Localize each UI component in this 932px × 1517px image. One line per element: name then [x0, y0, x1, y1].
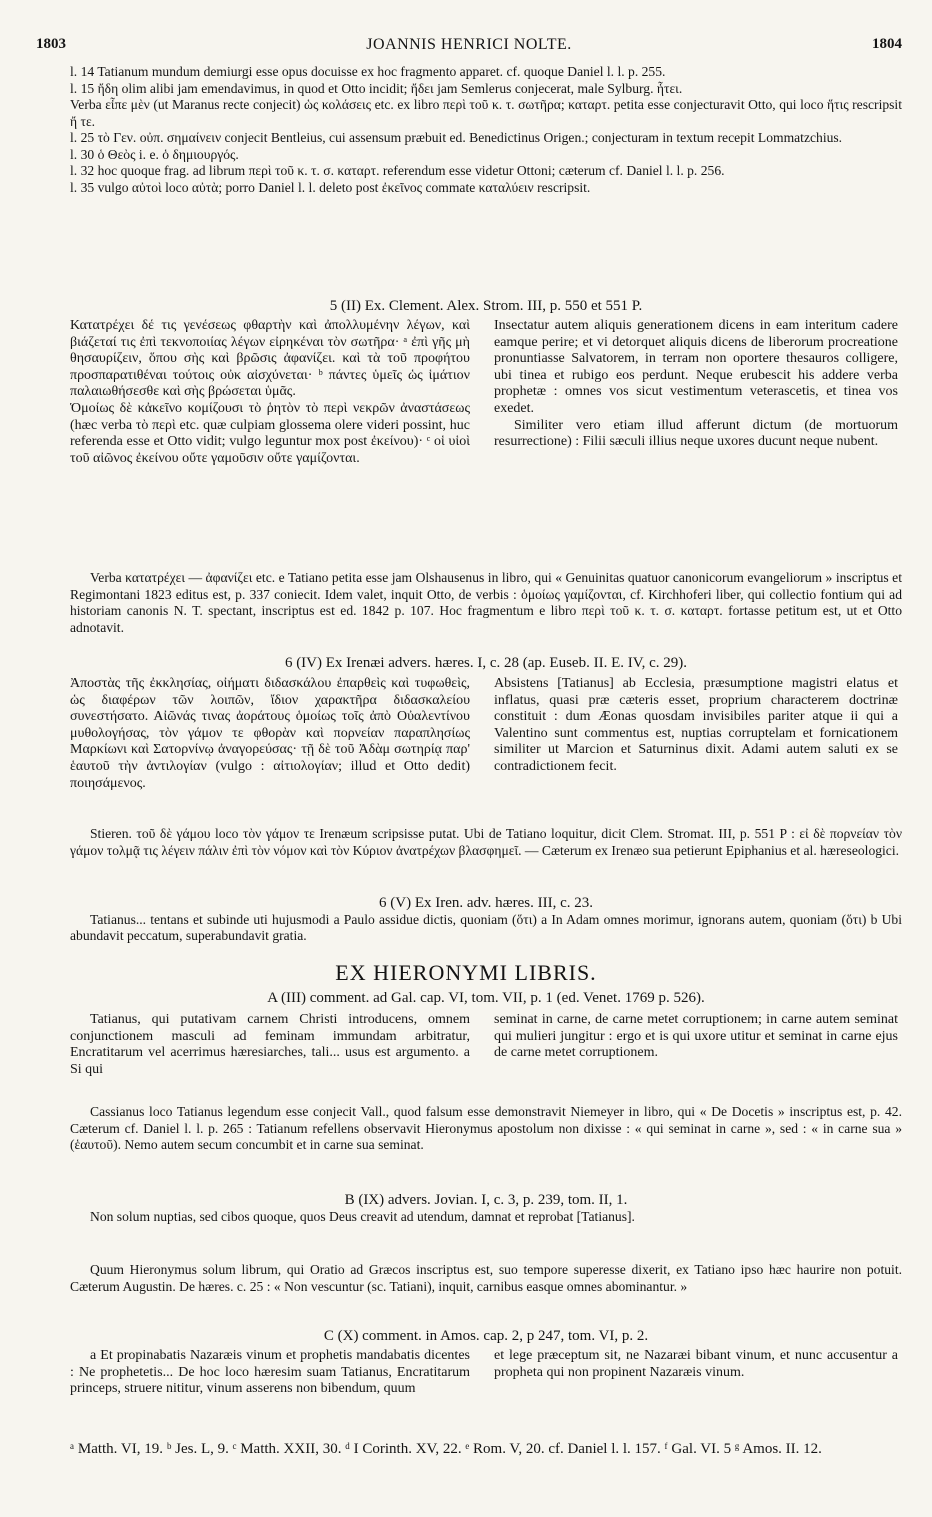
hieronymus-a-left: [70, 1012, 470, 1078]
hieronymus-a-right: [494, 1012, 898, 1062]
hieronymus-b: [70, 1192, 902, 1225]
hieronymus-c-heading-wrap: [70, 1328, 902, 1345]
commentary-paragraph: Verba κατατρέχει — ἀφανίζει etc. e Tatiano petita esse jam Olshausenus in libro, qui « Genuinitas quatuor canonicorum evangeliorum » inscriptus et Regimontani 1823 editus est, p. 337 coniecit. Idem valet, inquit Otto, de verbis : ὁμοίως γαμίζονται, cf. Kirchhoferi liber, qui collectio fontium qui ad historiam canonis N. T. spectant, inscriptus est ed. 1842 p. 107. Hoc fragmentum e libro περὶ τοῦ κ. τ. σ. καταρτ. fortasse petitum est, ut et Otto adnotavit.: [70, 570, 902, 635]
left-page-number: 1803: [36, 36, 66, 52]
note-line: l. 14 Tatianum mundum demiurgi esse opus docuisse ex hoc fragmento apparet. cf. quoque Daniel l. l. p. 255.: [70, 64, 666, 79]
latin-paragraph: seminat in carne, de carne metet corruptionem; in carne autem seminat qui mulieri jungitur : ergo et is qui uxore utitur et seminat in carne ejus de carne metet corruptionem.: [494, 1012, 898, 1061]
section5-heading-wrap: [70, 298, 902, 315]
page-header: [36, 36, 902, 58]
hieronymus-c-right: [494, 1348, 898, 1381]
note-line: l. 25 τὸ Γεν. οὐπ. σημαίνειν conjecit Bentleius, cui assensum præbuit ed. Benedictinus Origen.; conjecturam in textum recepit Lommatzchius.: [70, 130, 843, 145]
footnote-line: ᵃ Matth. VI, 19. ᵇ Jes. L, 9. ᶜ Matth. XXII, 30. ᵈ I Corinth. XV, 22. ᵉ Rom. V, 20. cf. Daniel l. l. 157. ᶠ Gal. VI. 5 ᵍ Amos. II. 12.: [70, 1441, 822, 1457]
commentary-paragraph: Cassianus loco Tatianus legendum esse conjecit Vall., quod falsum esse demonstravit Niemeyer in libro, qui « De Docetis » inscriptus est, p. 42. Cæterum cf. Daniel l. l. p. 265 : Tatianum refellens observavit Hieronymus apostolum non dixisse : « qui seminat in carne », sed : « in carne sua » (ἑαυτοῦ). Nemo autem secum concumbit et in carne sua seminat.: [70, 1104, 902, 1152]
note-line: Verba εἶπε μὲν (ut Maranus recte conjecit) ὡς κολάσεις etc. ex libro περὶ τοῦ κ. τ. σωτῆρα; καταρτ. petita esse conjecturavit Otto, qui loco ἥτις rescripsit ἤ τε.: [70, 97, 902, 129]
section-heading: 6 (IV) Ex Irenæi advers. hæres. I, c. 28 (ap. Euseb. II. E. IV, c. 29).: [284, 655, 688, 671]
greek-paragraph: Ὁμοίως δὲ κἀκεῖνο κομίζουσι τὸ ῥητὸν τὸ περὶ νεκρῶν ἀναστάσεως (hæc verba τὸ περὶ etc. quæ culpiam glossema olere videri possint, huc referenda esse et Otto vidit; vulgo leguntur mox post ἐκείνου)· ᶜ οἱ υἱοὶ τοῦ αἰῶνος ἐκείνου οὔτε γαμοῦσιν οὔτε γαμίζονται.: [70, 400, 470, 466]
latin-paragraph: Similiter vero etiam illud afferunt dictum (de mortuorum resurrectione) : Filii sæculi illius neque uxores ducunt neque nubent.: [494, 417, 898, 450]
section5-commentary: [70, 570, 902, 636]
greek-paragraph: Ἀποστὰς τῆς ἐκκλησίας, οἰήματι διδασκάλου ἐπαρθεὶς καὶ τυφωθεὶς, ὡς διαφέρων τῶν λοιπῶν, ἴδιον χαρακτῆρα διδασκαλείου συνεστήσατο. Αἰῶνάς τινας ἀοράτους ὁμοίως τοῖς ἀπὸ Οὐαλεντίνου μυθολογήσας, τὸν γάμον τε φθορὰν καὶ πορνείαν παραπλησίως Μαρκίωνι καὶ Σατορνίνῳ ἀναγορεύσας· τῇ δὲ τοῦ Ἀδὰμ σωτηρίᾳ παρ' ἑαυτοῦ τὴν ἀντιλογίαν (vulgo : αἰτιολογίαν; illud et Otto dedit) ποιησάμενος.: [70, 676, 470, 791]
hieronymus-c-left: [70, 1348, 470, 1398]
note-line: l. 15 ἤδη olim alibi jam emendavimus, in quod et Otto incidit; ἤδει jam Semlerus conjecerat, male Sylburg. ἦτει.: [70, 80, 683, 96]
right-page-number: 1804: [872, 36, 902, 52]
section-heading: C (X) comment. in Amos. cap. 2, p 247, tom. VI, p. 2.: [323, 1328, 649, 1344]
footnotes: [70, 1440, 902, 1458]
section6a-latin-column: [494, 676, 898, 776]
section-heading: 5 (II) Ex. Clement. Alex. Strom. III, p. 550 et 551 P.: [329, 298, 643, 314]
hieronymus-a-heading-wrap: [70, 990, 902, 1007]
commentary-paragraph: Stieren. τοῦ δὲ γάμου loco τὸν γάμον τε Irenæum scripsisse putat. Ubi de Tatiano loquitur, dicit Clem. Stromat. III, p. 551 P : εἰ δὲ πορνείαν τὸν γάμον τολμᾷ τις λέγειν πάλιν ἐπὶ τὸν νόμον καὶ τὸν Κύριον ἀνατρέχων βλασφημεῖ. — Cæterum ex Irenæo sua petierunt Epiphanius et al. hæreseologici.: [70, 826, 902, 858]
section-text: Tatianus... tentans et subinde uti hujusmodi a Paulo assidue dictis, quoniam (ὅτι) a In Adam omnes morimur, ignorans autem, quoniam (ὅτι) b Ubi abundavit peccatum, superabundavit gratia.: [70, 911, 902, 943]
section6a-greek-column: [70, 676, 470, 792]
section6b: [70, 895, 902, 945]
latin-paragraph: Tatianus, qui putativam carnem Christi introducens, omnem conjunctionem masculi ad feminam immundam arbitratur, Encratitarum vel acerrimus hæresiarches, tali... usus est argumento. a Si qui: [70, 1012, 470, 1077]
section-heading: A (III) comment. ad Gal. cap. VI, tom. VII, p. 1 (ed. Venet. 1769 p. 526).: [267, 990, 705, 1006]
latin-paragraph: a Et propinabatis Nazaræis vinum et prophetis mandabatis dicentes : Ne prophetetis... De hoc loco hæresim suam Tatianus, Encratitarum princeps, struere nititur, vinum asserens non bibendum, quum: [70, 1348, 470, 1397]
section6a-heading-wrap: [70, 655, 902, 672]
hieronymus-a-commentary: [70, 1104, 902, 1154]
latin-paragraph: et lege præceptum sit, ne Nazaræi bibant vinum, et nunc accusentur a propheta qui non propinent Nazaræis vinum.: [494, 1348, 898, 1380]
latin-paragraph: Insectatur autem aliquis generationem dicens in eam interitum cadere eamque perire; et vi detorquet aliquis dicens de liberorum procreatione pronuntiasse Salvatorem, in terram non oportere thesauros colligere, ubi tinea et rubigo eos perdunt. Neque erubescit his addere verba prophetæ : omnes vos sicut vestimentum veterascetis, et tinea vos exedet.: [494, 318, 898, 416]
section5-latin-column: [494, 318, 898, 451]
hieronymus-title: EX HIERONYMI LIBRIS.: [335, 960, 597, 985]
running-title: JOANNIS HENRICI NOLTE.: [366, 36, 572, 53]
note-line: l. 35 vulgo αὐτοὶ loco αὐτὰ; porro Daniel l. l. deleto post ἐκεῖνος commate καταλύειν rescripsit.: [70, 179, 591, 195]
section6a-commentary: [70, 826, 902, 859]
section-heading: B (IX) advers. Jovian. I, c. 3, p. 239, tom. II, 1.: [344, 1192, 628, 1208]
hieronymus-b-commentary: [70, 1262, 902, 1295]
note-line: l. 30 ὁ Θεὸς i. e. ὁ δημιουργός.: [70, 146, 239, 162]
latin-paragraph: Absistens [Tatianus] ab Ecclesia, præsumptione magistri elatus et inflatus, quasi præ cæteris esset, proprium characterem doctrinæ constituit : dum Æonas quosdam invisibiles pariter atque ii qui a Valentino sunt commentus est, nuptias corruptelam et fornicationem similiter ut Marcion et Saturninus dixit. Adami autem saluti ex se contradictionem fecit.: [494, 676, 898, 774]
section5-greek-column: [70, 318, 470, 467]
greek-paragraph: Κατατρέχει δέ τις γενέσεως φθαρτὴν καὶ ἀπολλυμένην λέγων, καὶ βιάζεταί τις ἐπὶ τεκνοποιίας λέγων εἰρηκέναι τὸν σωτῆρα· ᵃ ἐπὶ γῆς μὴ θησαυρίζειν, ὅπου σὴς καὶ βρῶσις ἀφανίζει. καὶ τὰ τοῦ προφήτου προσπαρατιθέναι τούτοις οὐκ αἰσχύνεται· ᵇ πάντες ὑμεῖς ὡς ἱμάτιον παλαιωθήσεσθε καὶ σὴς βρώσεται ὑμᾶς.: [70, 318, 470, 400]
section-text: Non solum nuptias, sed cibos quoque, quos Deus creavit ad utendum, damnat et reprobat [Tatianus].: [90, 1208, 635, 1224]
top-notes: [70, 64, 902, 196]
commentary-paragraph: Quum Hieronymus solum librum, qui Oratio ad Græcos inscriptus est, suo tempore superesse dixerit, ex Tatiano ipso hæc haurire non potuit. Cæterum Augustin. De hæres. c. 25 : « Non vescuntur (sc. Tatiani), inquit, carnibus easque omnes abominantur. »: [70, 1262, 902, 1294]
note-line: l. 32 hoc quoque frag. ad librum περὶ τοῦ κ. τ. σ. καταρτ. referendum esse videtur Ottoni; cæterum cf. Daniel l. l. p. 256.: [70, 163, 725, 178]
section-heading: 6 (V) Ex Iren. adv. hæres. III, c. 23.: [379, 895, 593, 911]
